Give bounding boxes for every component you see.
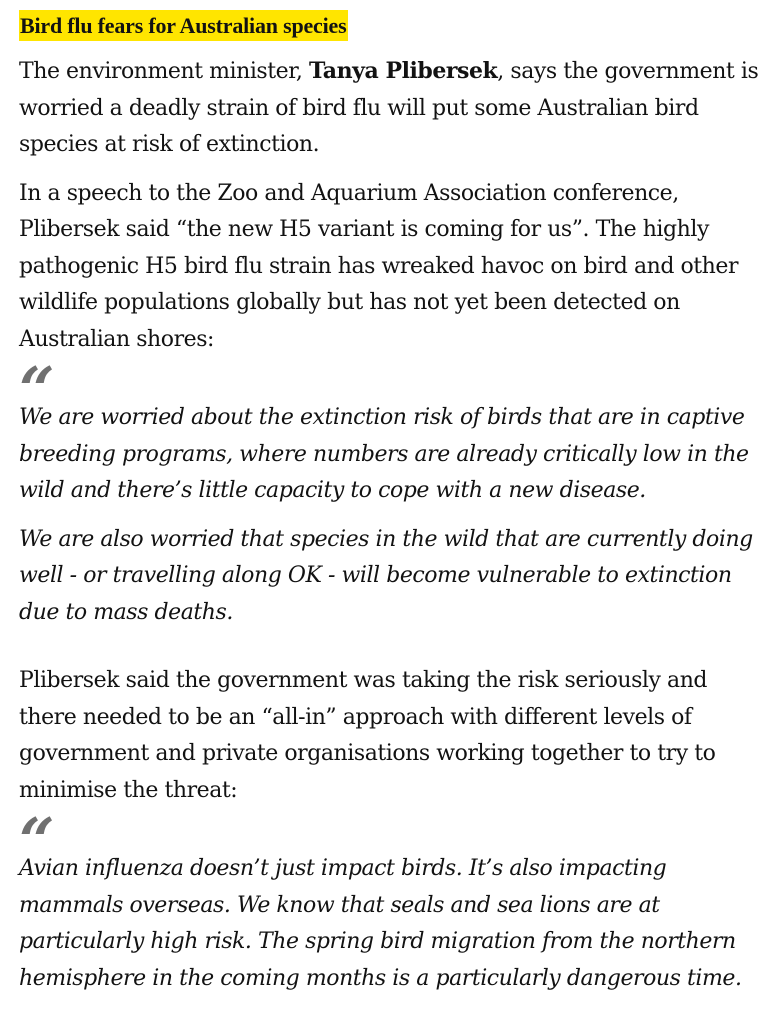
quote-mark-icon: “ [19,353,49,426]
pull-quote-1 [19,353,767,631]
paragraph-risk: Plibersek said the government was taking the risk seriously and there needed to be an “all-in” approach with different levels of government and private organisations working together to try to minimise the threat: [19,668,716,803]
spacer [19,643,767,663]
minister-name: Tanya Plibersek [308,58,498,84]
paragraph-intro-before: The environment minister, [19,59,309,84]
pull-quote-2 [19,804,767,997]
paragraph-intro [19,53,767,164]
quote-1-line-2: We are also worried that species in the wild that are currently doing well - or travelling along OK - will become vulnerable to extinction due to mass deaths. [19,526,753,625]
paragraph-speech: In a speech to the Zoo and Aquarium Association conference, Plibersek said “the new H5 variant is coming for us”. The highly pathogenic H5 bird flu strain has wreaked havoc on bird and other wildlife populations globally but has not yet been detected on Australian shores: [19,180,739,352]
quote-mark-icon: “ [19,804,49,877]
quote-1-line-1: We are worried about the extinction risk of birds that are in captive breeding programs, where numbers are already critically low in the wild and there’s little capacity to cope with a new disease. [19,405,749,503]
paragraph-intro-after: , says the government is worried a deadly strain of bird flu will put some Australian bird species at risk of extinction. [19,59,759,157]
section-headline: Bird flu fears for Australian species [19,10,348,41]
quote-2-line-1: Avian influenza doesn’t just impact birds. It’s also impacting mammals overseas. We know that seals and sea lions are at particularly high risk. The spring bird migration from the northern hemisphere in the coming months is a particularly dangerous time. [19,856,742,991]
article-body [19,10,767,1009]
